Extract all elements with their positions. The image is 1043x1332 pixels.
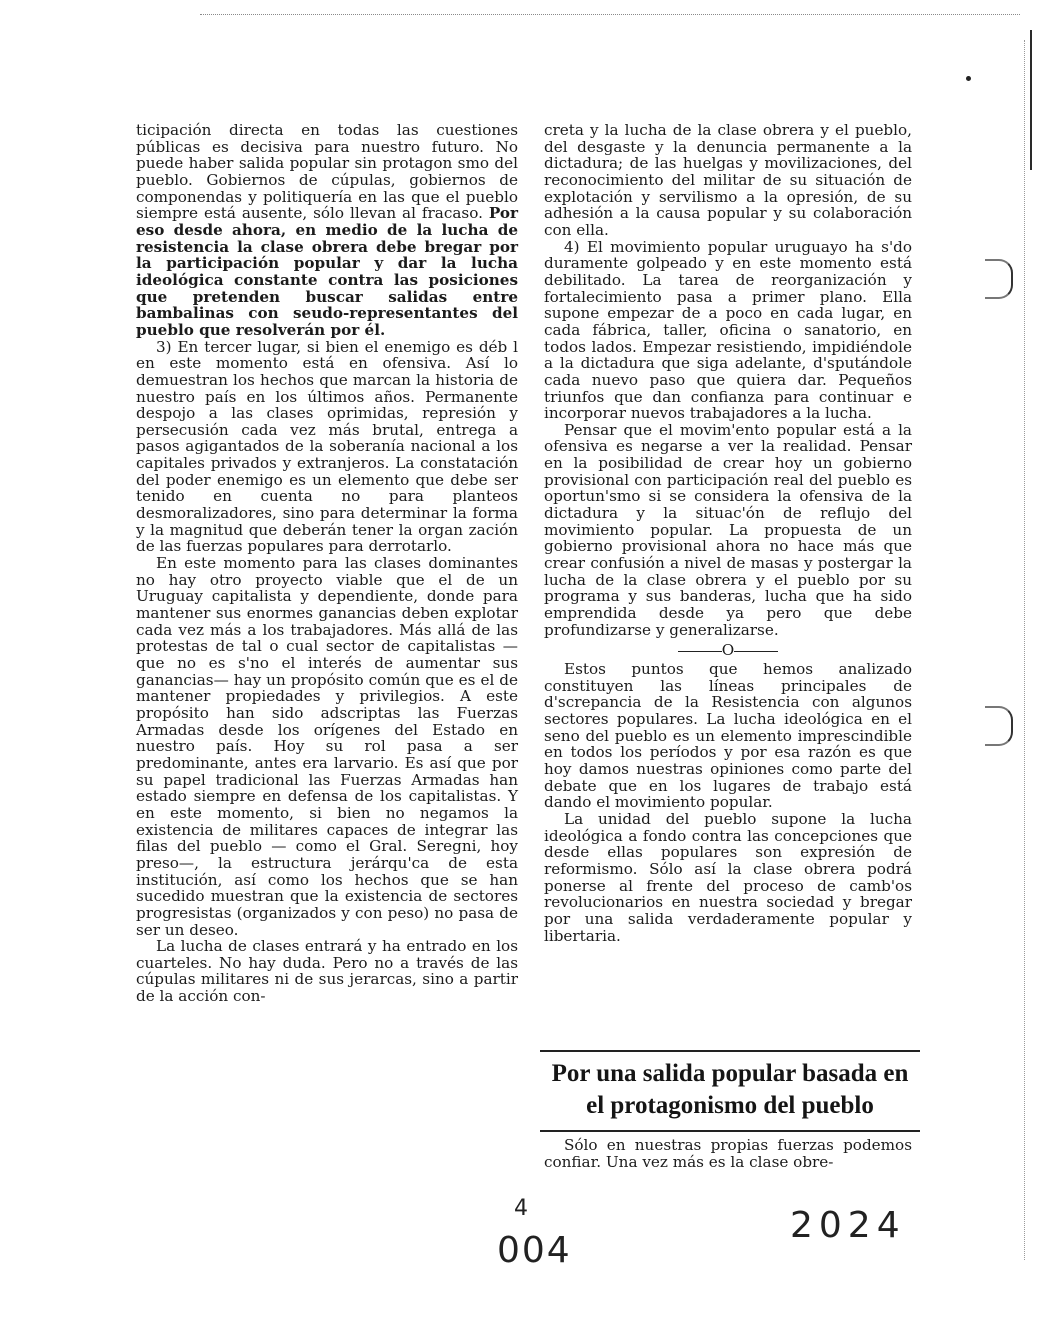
page-number: 4: [514, 1196, 528, 1221]
paragraph: La unidad del pueblo supone la lucha ideológica a fondo contra las concepciones que desde ellas populares son expresión de reformismo. Sólo así la clase obrera podrá ponerse al frente del proceso de camb'os revolucionarios en nuestra sociedad y bregar por una salida verdaderamente popular y libertaria.: [544, 809, 912, 945]
scan-top-edge: [200, 14, 1020, 15]
paragraph: 3) En tercer lugar, si bien el enemigo es déb l en este momento está en ofensiva. Así lo demuestran los hechos que marcan la historia de nuestro país en los últimos años. Permanente despojo a las clases oprimidas, represión y persecusión cada vez más brutal, entrega a pasos agigantados de la soberanía nacional a los capitales privados y extranjeros. La constatación del poder enemigo es un elemento que debe ser tenido en cuenta no para planteos desmoralizadores, sino para determinar la forma y la magnitud que deberán tener la organ zación de las fuerzas populares para derrotarlo.: [136, 337, 518, 556]
paragraph: 4) El movimiento popular uruguayo ha s'do duramente golpeado y en este momento está debilitado. La tarea de reorganización y fortalecimiento pasa a primer plano. Ella supone empezar de a poco en cada lugar, en cada fábrica, taller, oficina o sanatorio, en todos lados. Empezar resistiendo, impidiéndole a la dictadura que siga adelante, d'sputándole cada nuevo paso que quiera dar. Pequeños triunfos que dan confianza para continuar e incorporar nuevos trabajadores a la lucha.: [544, 237, 912, 423]
section-separator: [544, 642, 912, 659]
left-column: [136, 122, 518, 1005]
binder-hole-mark: [985, 706, 1013, 746]
article-lead: [544, 1137, 912, 1170]
paragraph: Estos puntos que hemos analizado constituyen las líneas principales de d'screpancia de la Resistencia con algunos sectores populares. La lucha ideológica en el seno del pueblo es un elemento imprescindible en todos los períodos y por esa razón es que hoy damos nuestras opiniones como parte del debate que en los lugares de trabajo está dando el movimiento popular.: [544, 660, 912, 812]
paragraph: [136, 122, 518, 339]
paragraph: La lucha de clases entrará y ha entrado en los cuarteles. No hay duda. Pero no a través de las cúpulas militares ni de sus jerarcas, sino a partir de la acción con-: [136, 937, 518, 1006]
scan-speck: [966, 76, 971, 81]
archive-stamp-right: 2024: [790, 1205, 906, 1246]
paragraph-bold-text: Por eso desde ahora, en medio de la lucha de resistencia la clase obrera debe bregar por la participación popular y dar la lucha ideológica constante contra las posiciones que pretenden buscar salidas entre bambalinas con seudo-representantes del pueblo que resolverán por él.: [136, 204, 519, 339]
paragraph-text: ticipación directa en todas las cuestiones públicas es decisiva para nuestro futuro. No puede haber salida popular sin protagon smo del pueblo. Gobiernos de cúpulas, gobiernos de componendas y politiquería en las que el pueblo siempre está ausente, sólo llevan al fracaso.: [136, 121, 518, 223]
scan-right-edge: [1024, 40, 1025, 1260]
paragraph: En este momento para las clases dominantes no hay otro proyecto viable que el de un Uruguay capitalista y dependiente, donde para mantener sus enormes ganancias deben explotar cada vez más a los trabajadores. Más allá de las protestas de tal o cual sector de capitalistas —que no es s'no el interés de aumentar sus ganancias— hay un propósito común que es el de mantener propiedades y privilegios. A este propósito han sido adscriptas las Fuerzas Armadas desde los orígenes del Estado en nuestro país. Hoy su rol pasa a ser predominante, antes era larvario. Es así que por su papel tradicional las Fuerzas Armadas han estado siempre en defensa de los capitalistas. Y en este momento, si bien no negamos la existencia de militares capaces de integrar las filas del pueblo — como el Gral. Seregni, hoy preso—, la estructura jerárqu'ca de esta institución, así como los hechos que se han sucedido muestran que la existencia de sectores progresistas (organizados y con peso) no pasa de ser un deseo.: [136, 554, 518, 939]
scan-margin-mark: [1030, 30, 1032, 170]
headline-rule-bottom: [540, 1130, 920, 1132]
archive-stamp-left: 004: [497, 1230, 572, 1271]
paragraph: Sólo en nuestras propias fuerzas podemos confiar. Una vez más es la clase obre-: [544, 1136, 912, 1171]
separator-glyph: O: [721, 641, 735, 660]
headline-rule-top: [540, 1050, 920, 1052]
article-headline: Por una salida popular basada en el protagonismo del pueblo: [551, 1060, 909, 1119]
binder-hole-mark: [985, 259, 1013, 299]
right-column: [544, 122, 912, 944]
paragraph: Pensar que el movim'ento popular está a la ofensiva es negarse a ver la realidad. Pensar en la posibilidad de crear hoy un gobierno provisional con participación real del pueblo es oportun'smo si se considera la ofensiva de la dictadura y la situac'ón de reflujo del movimiento popular. La propuesta de un gobierno provisional ahora no hace más que crear confusión a nivel de masas y postergar la lucha de la clase obrera y el pueblo por su programa y sus banderas, lucha que ha sido emprendida desde ya pero que debe profundizarse y generalizarse.: [544, 420, 912, 639]
paragraph: creta y la lucha de la clase obrera y el pueblo, del desgaste y la denuncia permanente a la dictadura; de las huelgas y movilizaciones, del reconocimiento del militar de su situación de explotación y servilismo a la opresión, de su adhesión a la causa popular y su colaboración con ella.: [544, 121, 912, 239]
